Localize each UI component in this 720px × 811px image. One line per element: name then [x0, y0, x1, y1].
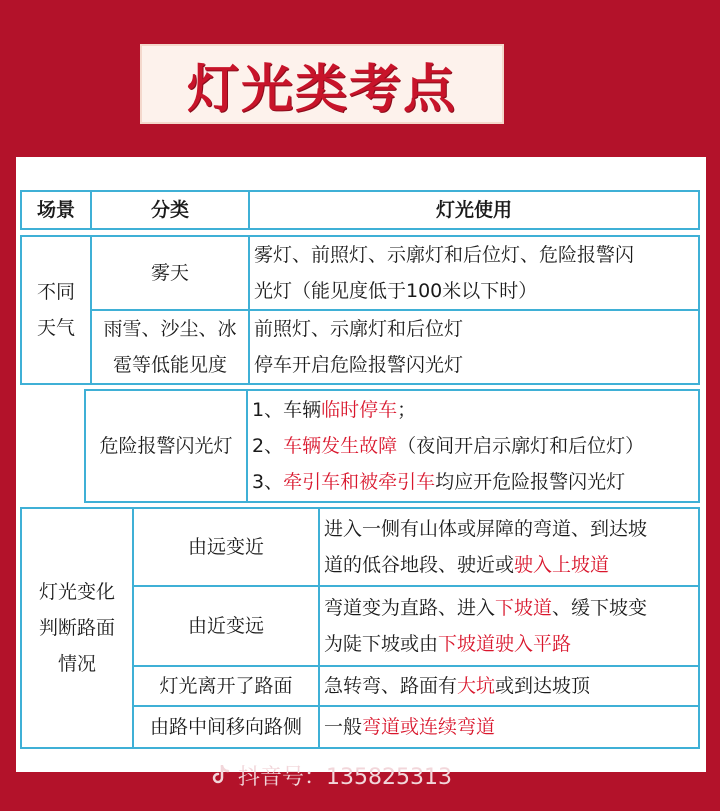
header-usage: 灯光使用 — [435, 199, 512, 221]
judge-section — [20, 507, 700, 749]
near-far-line1: 弯道变为直路、进入下坡道、缓下坡变 — [324, 597, 648, 619]
weather-section — [20, 235, 700, 385]
side-usage: 一般 弯道或连续弯道 — [324, 716, 496, 738]
judge-scene-line1: 灯光变化 — [38, 581, 115, 603]
off-road-category: 灯光离开了路面 — [159, 675, 293, 697]
content-card — [16, 157, 706, 772]
header-scene: 场景 — [36, 199, 75, 221]
lowvis-usage-line1: 前照灯、示廓灯和后位灯 — [254, 318, 464, 340]
douyin-watermark — [212, 760, 452, 791]
judge-scene — [22, 509, 132, 747]
fog-usage — [250, 237, 700, 309]
near-far-usage — [320, 587, 698, 665]
far-near-category: 由远变近 — [187, 536, 264, 558]
lowvis-usage — [250, 311, 700, 383]
judge-scene-line2: 判断路面 — [38, 617, 115, 639]
far-near-line2: 道的低谷地段、驶近或驶入上坡道 — [324, 554, 610, 576]
far-near-line1: 进入一侧有山体或屏障的弯道、到达坡 — [324, 518, 648, 540]
tiktok-icon — [212, 765, 230, 787]
hazard-item-2: 2、车辆发生故障（夜间开启示廓灯和后位灯） — [252, 435, 645, 457]
judge-scene-line3: 情况 — [57, 653, 96, 675]
lowvis-usage-line2: 停车开启危险报警闪光灯 — [254, 354, 464, 376]
hazard-section — [84, 389, 700, 503]
page-title: 灯光类考点 — [186, 59, 457, 120]
lowvis-category — [92, 311, 248, 383]
off-road-usage: 急转弯、路面有 大坑 或到达坡顶 — [324, 675, 591, 697]
near-far-line2: 为陡下坡或由下坡道驶入平路 — [324, 633, 572, 655]
hazard-usage — [248, 391, 698, 501]
table-header — [20, 190, 700, 230]
side-category: 由路中间移向路侧 — [149, 716, 302, 738]
hazard-item-1: 1、车辆临时停车； — [252, 399, 417, 421]
far-near-usage — [320, 509, 698, 585]
near-far-category: 由近变远 — [187, 615, 264, 637]
weather-scene — [22, 237, 90, 383]
lowvis-category-line1: 雨雪、沙尘、冰 — [103, 318, 237, 340]
fog-usage-line1: 雾灯、前照灯、示廓灯和后位灯、危险报警闪 — [254, 244, 635, 266]
fog-usage-line2: 光灯（能见度低于100米以下时） — [254, 280, 538, 302]
lowvis-category-line2: 雹等低能见度 — [112, 354, 227, 376]
weather-scene-line1: 不同 — [36, 281, 75, 303]
hazard-item-3: 3、牵引车和被牵引车均应开危险报警闪光灯 — [252, 471, 626, 493]
header-category: 分类 — [150, 199, 189, 221]
fog-category: 雾天 — [150, 262, 189, 284]
hazard-category: 危险报警闪光灯 — [99, 435, 233, 457]
title-banner — [142, 46, 502, 122]
watermark-text: 抖音号：135825313 — [238, 765, 452, 790]
weather-scene-line2: 天气 — [36, 317, 75, 339]
